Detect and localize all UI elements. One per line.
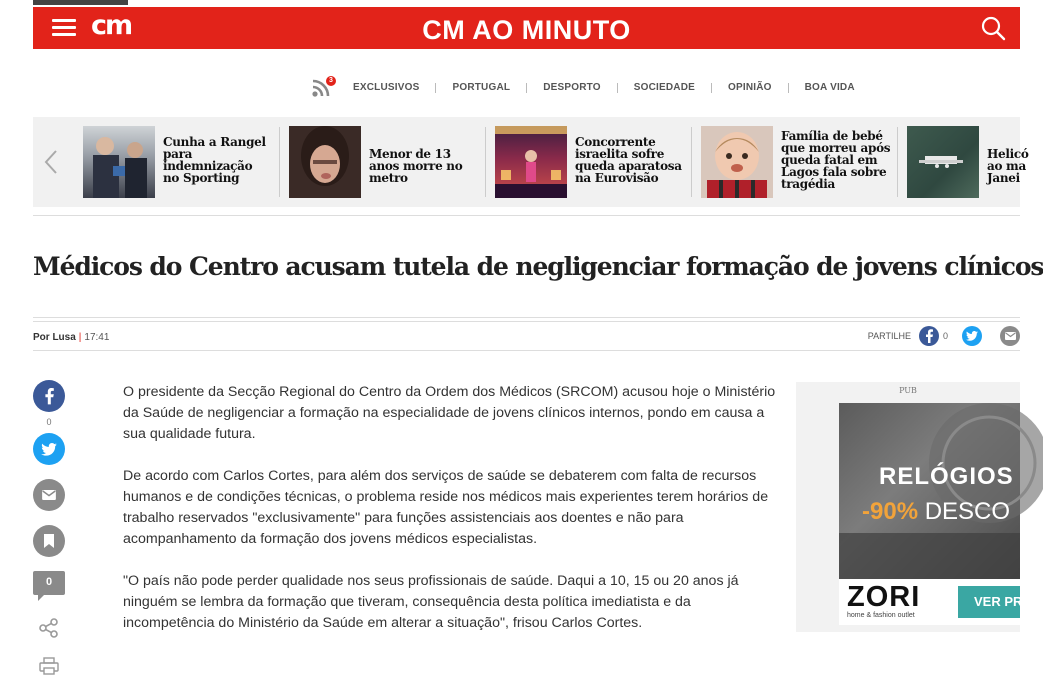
article-body — [123, 382, 778, 655]
carousel-divider — [691, 127, 692, 197]
search-icon[interactable] — [980, 15, 1006, 41]
article-paragraph: O presidente da Secção Regional do Centro da Ordem dos Médicos (SRCOM) acusou hoje o Ministério da Saúde de negligenciar a formação na especialidade de jovens clínicos internos, pondo em causa a sua qualidade futura. — [123, 384, 776, 442]
nav-item-portugal[interactable]: PORTUGAL — [435, 83, 526, 93]
rss-badge: 3 — [326, 76, 336, 86]
article-headline: Médicos do Centro acusam tutela de negligenciar formação de jovens clínicos — [33, 252, 1043, 281]
divider — [33, 321, 1020, 322]
carousel-thumbnail — [701, 126, 773, 198]
rss-icon[interactable] — [311, 78, 333, 100]
article-meta: Por Lusa | 17:41 — [33, 332, 110, 343]
side-facebook-icon[interactable] — [33, 380, 65, 412]
carousel-headline: Helicó ao ma Janei — [987, 147, 1029, 185]
article-time: 17:41 — [84, 332, 110, 343]
news-carousel — [33, 117, 1029, 207]
site-title[interactable]: CM AO MINUTO — [422, 15, 631, 45]
nav-item-boa-vida[interactable]: BOA VIDA — [788, 83, 871, 93]
nav-item-desporto[interactable]: DESPORTO — [526, 83, 617, 93]
carousel-divider — [279, 127, 280, 197]
carousel-item[interactable] — [907, 126, 1029, 198]
article-paragraph: De acordo com Carlos Cortes, para além dos serviços de saúde se debaterem com falta de recursos humanos e de condições técnicas, o problema reside nos médicos mais experientes terem horários de trabalho reservados "exclusivamente" para funções assistenciais aos doentes e não para acompanhamento da formação dos jovens médicos especialistas. — [123, 468, 769, 547]
side-share-bar — [33, 380, 65, 677]
share-icon[interactable] — [33, 617, 65, 643]
carousel-headline: Família de bebé que morreu após queda fatal em Lagos fala sobre tragédia — [781, 129, 891, 191]
carousel-headline: Concorrente israelita sofre queda aparatosa na Eurovisão — [575, 135, 682, 185]
side-twitter-icon[interactable] — [33, 433, 65, 465]
ad-brand: ZORI — [847, 581, 921, 613]
main-nav — [33, 78, 1020, 100]
facebook-icon[interactable] — [919, 326, 939, 346]
print-icon[interactable] — [33, 657, 65, 677]
carousel-headline: Cunha a Rangel para indemnização no Sporting — [163, 135, 266, 185]
carousel-thumbnail — [907, 126, 979, 198]
divider — [33, 350, 1020, 351]
email-icon[interactable] — [1000, 326, 1020, 346]
carousel-divider — [485, 127, 486, 197]
divider — [33, 317, 1020, 318]
carousel-thumbnail — [495, 126, 567, 198]
advertisement[interactable] — [796, 382, 1023, 632]
bookmark-icon[interactable] — [33, 525, 65, 557]
comments-count[interactable]: 0 — [33, 571, 65, 595]
article-paragraph: "O país não pode perder qualidade nos seus profissionais de saúde. Daqui a 10, 15 ou 20 anos já ninguém se lembra da formação que tiveram, consequência desta política imediatista e da incompetência do Ministério da Saúde em alterar a situação", frisou Carlos Cortes. — [123, 573, 739, 631]
article-author[interactable]: Por Lusa — [33, 332, 76, 343]
nav-item-sociedade[interactable]: SOCIEDADE — [617, 83, 711, 93]
carousel-headline: Menor de 13 anos morre no metro — [369, 147, 463, 185]
divider — [33, 215, 1020, 216]
facebook-count: 0 — [942, 331, 948, 341]
ad-title: RELÓGIOS — [879, 463, 1014, 490]
twitter-icon[interactable] — [962, 326, 982, 346]
carousel-thumbnail — [83, 126, 155, 198]
ad-image — [839, 403, 1020, 579]
carousel-divider — [897, 127, 898, 197]
chevron-left-icon[interactable] — [41, 147, 61, 177]
ad-cta-button[interactable]: VER PR — [958, 586, 1020, 618]
carousel-thumbnail — [289, 126, 361, 198]
side-facebook-count: 0 — [46, 417, 52, 427]
site-logo[interactable]: cm — [91, 10, 132, 41]
site-header — [33, 7, 1020, 49]
carousel-item[interactable] — [83, 126, 273, 198]
ad-footer — [839, 579, 1023, 625]
nav-item-opiniao[interactable]: OPINIÃO — [711, 83, 788, 93]
top-strip — [33, 0, 128, 5]
ad-label: PUB — [899, 386, 917, 395]
carousel-item[interactable] — [701, 126, 896, 198]
side-email-icon[interactable] — [33, 479, 65, 511]
share-bar — [868, 325, 1020, 347]
carousel-item[interactable] — [495, 126, 690, 198]
carousel-item[interactable] — [289, 126, 484, 198]
nav-item-exclusivos[interactable]: EXCLUSIVOS — [353, 82, 420, 93]
share-label: PARTILHE — [867, 331, 911, 341]
ad-tagline: home & fashion outlet — [847, 612, 915, 619]
ad-subtitle: -90% DESCO — [862, 498, 1011, 525]
